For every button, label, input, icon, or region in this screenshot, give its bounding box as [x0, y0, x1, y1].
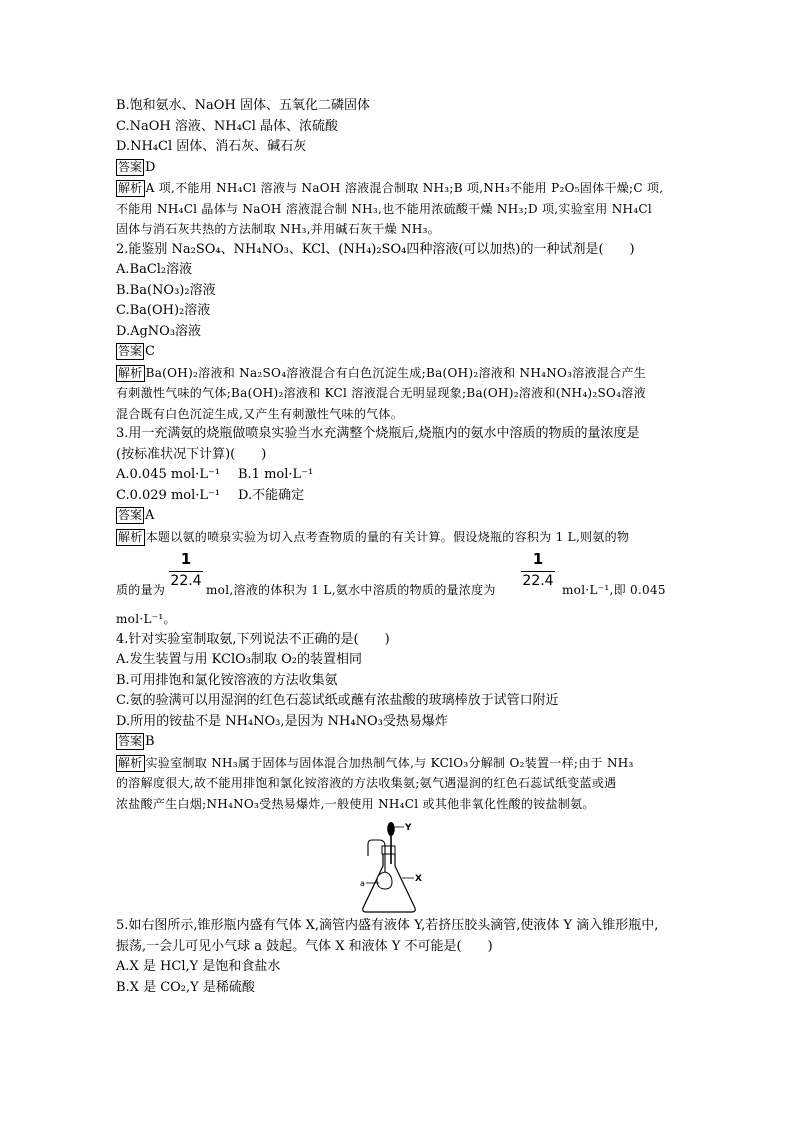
q4-explanation-line-3: 浓盐酸产生白烟;NH₄NO₃受热易爆炸,一般使用 NH₄Cl 或其他非氧化性酸的铵盐制氨。 — [116, 796, 595, 811]
q2-option-b: B.Ba(NO₃)₂溶液 — [116, 282, 216, 298]
q3-stem-line-2: (按标准状况下计算)( ) — [116, 446, 267, 462]
q1-option-b: B.饱和氨水、NaOH 固体、五氧化二磷固体 — [116, 98, 370, 113]
fraction-denominator: 22.4 — [522, 573, 554, 589]
fraction-1-over-22-4 — [169, 549, 203, 590]
q3-exp-segment-2: mol,溶液的体积为 1 L,氨水中溶质的物质的量浓度为 — [206, 583, 496, 597]
flask-apparatus-figure — [116, 814, 684, 916]
q4-option-c: C.氨的验满可以用湿润的红色石蕊试纸或蘸有浓盐酸的玻璃棒放于试管口附近 — [116, 693, 559, 708]
fraction-numerator: 1 — [532, 550, 544, 568]
q2-stem: 2.能鉴别 Na₂SO₄、NH₄NO₃、KCl、(NH₄)₂SO₄四种溶液(可以加热)的一种试剂是( ) — [116, 241, 635, 257]
q2-explanation-line-1: 解析 Ba(OH)₂溶液和 Na₂SO₄溶液混合有白色沉淀生成;Ba(OH)₂溶液和 NH₄NO₃溶液混合产生 — [118, 365, 647, 380]
q4-explanation-line-1: 解析 实验室制取 NH₃属于固体与固体混合加热制气体,与 KClO₃分解制 O₂装置一样;由于 NH₃ — [118, 755, 634, 770]
q4-answer-value: B — [145, 734, 155, 749]
q3-answer-value: A — [145, 508, 155, 523]
q3-option-a: A.0.045 mol·L⁻¹ — [116, 467, 221, 482]
q3-option-c: C.0.029 mol·L⁻¹ — [116, 487, 221, 503]
q5-stem-line-1: 5.如右图所示,锥形瓶内盛有气体 X,滴管内盛有液体 Y,若挤压胶头滴管,使液体 Y 滴入锥形瓶中, — [116, 918, 659, 933]
q2-answer — [116, 342, 684, 363]
fraction-numerator: 1 — [180, 550, 192, 568]
erlenmeyer-flask-diagram — [346, 816, 436, 916]
q3-options-row-2 — [116, 486, 684, 507]
q1-explanation-line-1: 解析 A 项,不能用 NH₄Cl 溶液与 NaOH 溶液混合制取 NH₃;B 项,NH₃不能用 P₂O₅固体干燥;C 项, — [118, 181, 664, 195]
label-y: Y — [405, 823, 412, 833]
q4-stem: 4.针对实验室制取氨,下列说法不正确的是( ) — [116, 631, 390, 647]
q2-explanation-line-3: 混合既有白色沉淀生成,又产生有刺激性气味的气体。 — [116, 406, 404, 421]
rubber-stopper — [382, 846, 395, 854]
q2-option-c: C.Ba(OH)₂溶液 — [116, 303, 211, 318]
q3-stem-line-1: 3.用一充满氨的烧瓶做喷泉实验当水充满整个烧瓶后,烧瓶内的氨水中溶质的物质的量浓度是 — [116, 426, 640, 441]
q1-option-d: D.NH₄Cl 固体、消石灰、碱石灰 — [116, 139, 307, 154]
q4-answer — [116, 732, 684, 753]
q2-answer-value: C — [145, 344, 155, 359]
q5-option-b: B.X 是 CO₂,Y 是稀硫酸 — [116, 979, 255, 995]
q5-stem-line-2: 振荡,一会儿可见小气球 a 鼓起。气体 X 和液体 Y 不可能是( ) — [116, 938, 493, 954]
answer-tag: 答案 — [118, 344, 143, 358]
answer-tag: 答案 — [118, 508, 143, 522]
fraction-1-over-22-4 — [521, 549, 555, 590]
explanation-tag: 解析 — [118, 529, 143, 544]
q5-option-a: A.X 是 HCl,Y 是饱和食盐水 — [116, 959, 281, 974]
label-a: a — [360, 879, 365, 888]
q1-answer-value: D — [145, 159, 156, 175]
dropper-bulb — [387, 822, 395, 836]
q3-explanation-line-1: 解析 本题以氨的喷泉实验为切入点考查物质的量的有关计算。假设烧瓶的容积为 1 L,则氨的物 — [118, 529, 630, 544]
q3-option-b: B.1 mol·L⁻¹ — [238, 467, 314, 482]
explanation-tag: 解析 — [118, 755, 143, 770]
q1-answer — [116, 158, 684, 179]
document-page — [116, 96, 684, 998]
q2-option-d: D.AgNO₃溶液 — [116, 323, 202, 339]
q3-option-d: D.不能确定 — [238, 487, 305, 503]
q3-exp-segment-3: mol·L⁻¹,即 0.045 — [562, 583, 666, 597]
q3-explanation-line-3: mol·L⁻¹。 — [116, 612, 176, 626]
explanation-tag: 解析 — [118, 181, 143, 195]
fraction-denominator: 22.4 — [170, 573, 202, 589]
q3-exp-segment-1: 质的量为 — [116, 583, 166, 597]
q4-option-b: B.可用排饱和氯化铵溶液的方法收集氨 — [116, 672, 338, 688]
q2-option-a: A.BaCl₂溶液 — [116, 262, 193, 277]
q1-explanation-line-3: 固体与消石灰共热的方法制取 NH₃,并用碱石灰干燥 NH₃。 — [116, 222, 440, 236]
q1-explanation-line-2: 不能用 NH₄Cl 晶体与 NaOH 溶液混合制 NH₃,也不能用浓硫酸干燥 NH₃;D 项,实验室用 NH₄Cl — [116, 201, 653, 216]
q1-option-c: C.NaOH 溶液、NH₄Cl 晶体、浓硫酸 — [116, 118, 339, 134]
answer-tag: 答案 — [118, 159, 143, 174]
explanation-tag: 解析 — [118, 365, 143, 380]
q4-option-d: D.所用的铵盐不是 NH₄NO₃,是因为 NH₄NO₃受热易爆炸 — [116, 713, 448, 729]
q4-option-a: A.发生装置与用 KClO₃制取 O₂的装置相同 — [116, 652, 362, 667]
answer-tag: 答案 — [118, 734, 143, 748]
q4-explanation-line-2: 的溶解度很大,故不能用排饱和氯化铵溶液的方法收集氨;氨气遇湿润的红色石蕊试纸变蓝或遇 — [116, 776, 617, 790]
label-x: X — [415, 874, 422, 884]
q3-options-row-1 — [116, 465, 684, 486]
q3-explanation-fraction-line — [116, 547, 684, 609]
balloon-a — [377, 872, 392, 889]
q3-answer — [116, 506, 684, 527]
q2-explanation-line-2: 有刺激性气味的气体;Ba(OH)₂溶液和 KCl 溶液混合无明显现象;Ba(OH)₂溶液和(NH₄)₂SO₄溶液 — [116, 386, 646, 400]
